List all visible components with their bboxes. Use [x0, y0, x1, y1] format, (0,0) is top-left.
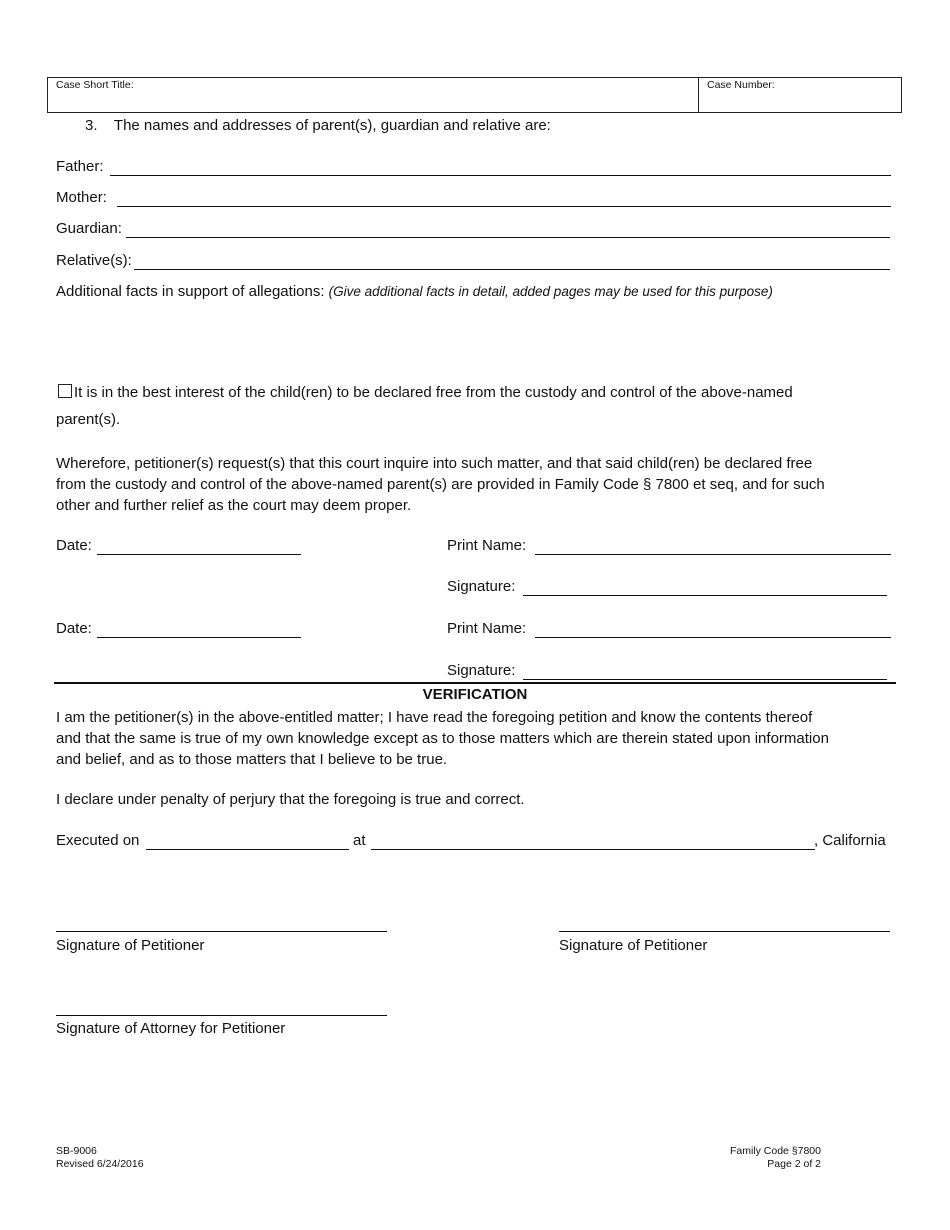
attorney-signature-line[interactable] — [56, 1015, 387, 1016]
mother-field[interactable] — [117, 206, 891, 207]
print-name-label-1: Print Name: — [447, 537, 527, 554]
signature-label-2: Signature: — [447, 662, 516, 679]
petitioner-signature-line-1[interactable] — [56, 931, 387, 932]
attorney-signature-label: Signature of Attorney for Petitioner — [56, 1020, 286, 1037]
signature-label-1: Signature: — [447, 578, 516, 595]
additional-facts-area[interactable] — [56, 305, 886, 375]
relatives-field[interactable] — [134, 269, 890, 270]
print-name-label-2: Print Name: — [447, 620, 527, 637]
verification-title: VERIFICATION — [422, 686, 528, 703]
best-interest-checkbox[interactable] — [58, 384, 72, 398]
executed-at-label: at — [353, 832, 366, 849]
additional-facts-label — [56, 283, 773, 300]
footer-revised: Revised 6/24/2016 — [56, 1158, 144, 1170]
date-label-2: Date: — [56, 620, 92, 637]
case-number-label: Case Number: — [707, 79, 775, 91]
executed-location-field[interactable] — [371, 849, 815, 850]
print-name-field-1[interactable] — [535, 554, 891, 555]
mother-label: Mother: — [56, 189, 107, 206]
footer-code: Family Code §7800 — [729, 1145, 821, 1157]
verification-line1: I am the petitioner(s) in the above-entitled matter; I have read the foregoing petition and know the contents thereof — [56, 709, 813, 726]
footer-page: Page 2 of 2 — [767, 1158, 821, 1170]
verification-line2: and that the same is true of my own knowledge except as to those matters which are therein stated upon information — [56, 730, 829, 747]
footer-form-id: SB-9006 — [56, 1145, 97, 1157]
guardian-label: Guardian: — [56, 220, 122, 237]
verification-divider — [54, 682, 896, 684]
executed-on-label: Executed on — [56, 832, 140, 849]
verification-line3: and belief, and as to those matters that I believe to be true. — [56, 751, 448, 768]
petitioner-signature-label-1: Signature of Petitioner — [56, 937, 205, 954]
signature-field-2[interactable] — [523, 679, 887, 680]
father-label: Father: — [56, 158, 104, 175]
wherefore-paragraph — [56, 453, 886, 516]
date-field-1[interactable] — [97, 554, 301, 555]
header-divider — [698, 78, 699, 112]
wherefore-line1: Wherefore, petitioner(s) request(s) that this court inquire into such matter, and that said child(ren) be declared free — [56, 455, 813, 472]
best-interest-line1: It is in the best interest of the child(ren) to be declared free from the custody and control of the above-named — [74, 384, 793, 401]
best-interest-line2: parent(s). — [56, 411, 121, 428]
case-short-title-label: Case Short Title: — [56, 79, 134, 91]
executed-on-field[interactable] — [146, 849, 349, 850]
print-name-field-2[interactable] — [535, 637, 891, 638]
california-label: , California — [814, 832, 886, 849]
additional-facts-text: Additional facts in support of allegations: — [56, 283, 325, 300]
signature-field-1[interactable] — [523, 595, 887, 596]
wherefore-line2: from the custody and control of the above-named parent(s) are provided in Family Code § 7800 et seq, and for such — [56, 476, 825, 493]
guardian-field[interactable] — [126, 237, 890, 238]
petitioner-signature-line-2[interactable] — [559, 931, 890, 932]
case-header-box — [47, 77, 902, 113]
section3-heading: 3. The names and addresses of parent(s), guardian and relative are: — [85, 117, 551, 134]
additional-facts-instruction: (Give additional facts in detail, added pages may be used for this purpose) — [328, 284, 773, 299]
verification-paragraph — [56, 707, 886, 770]
date-field-2[interactable] — [97, 637, 301, 638]
best-interest-row — [58, 384, 793, 401]
father-field[interactable] — [110, 175, 891, 176]
relatives-label: Relative(s): — [56, 252, 132, 269]
wherefore-line3: other and further relief as the court may deem proper. — [56, 497, 412, 514]
petitioner-signature-label-2: Signature of Petitioner — [559, 937, 708, 954]
date-label-1: Date: — [56, 537, 92, 554]
perjury-declaration: I declare under penalty of perjury that the foregoing is true and correct. — [56, 791, 525, 808]
